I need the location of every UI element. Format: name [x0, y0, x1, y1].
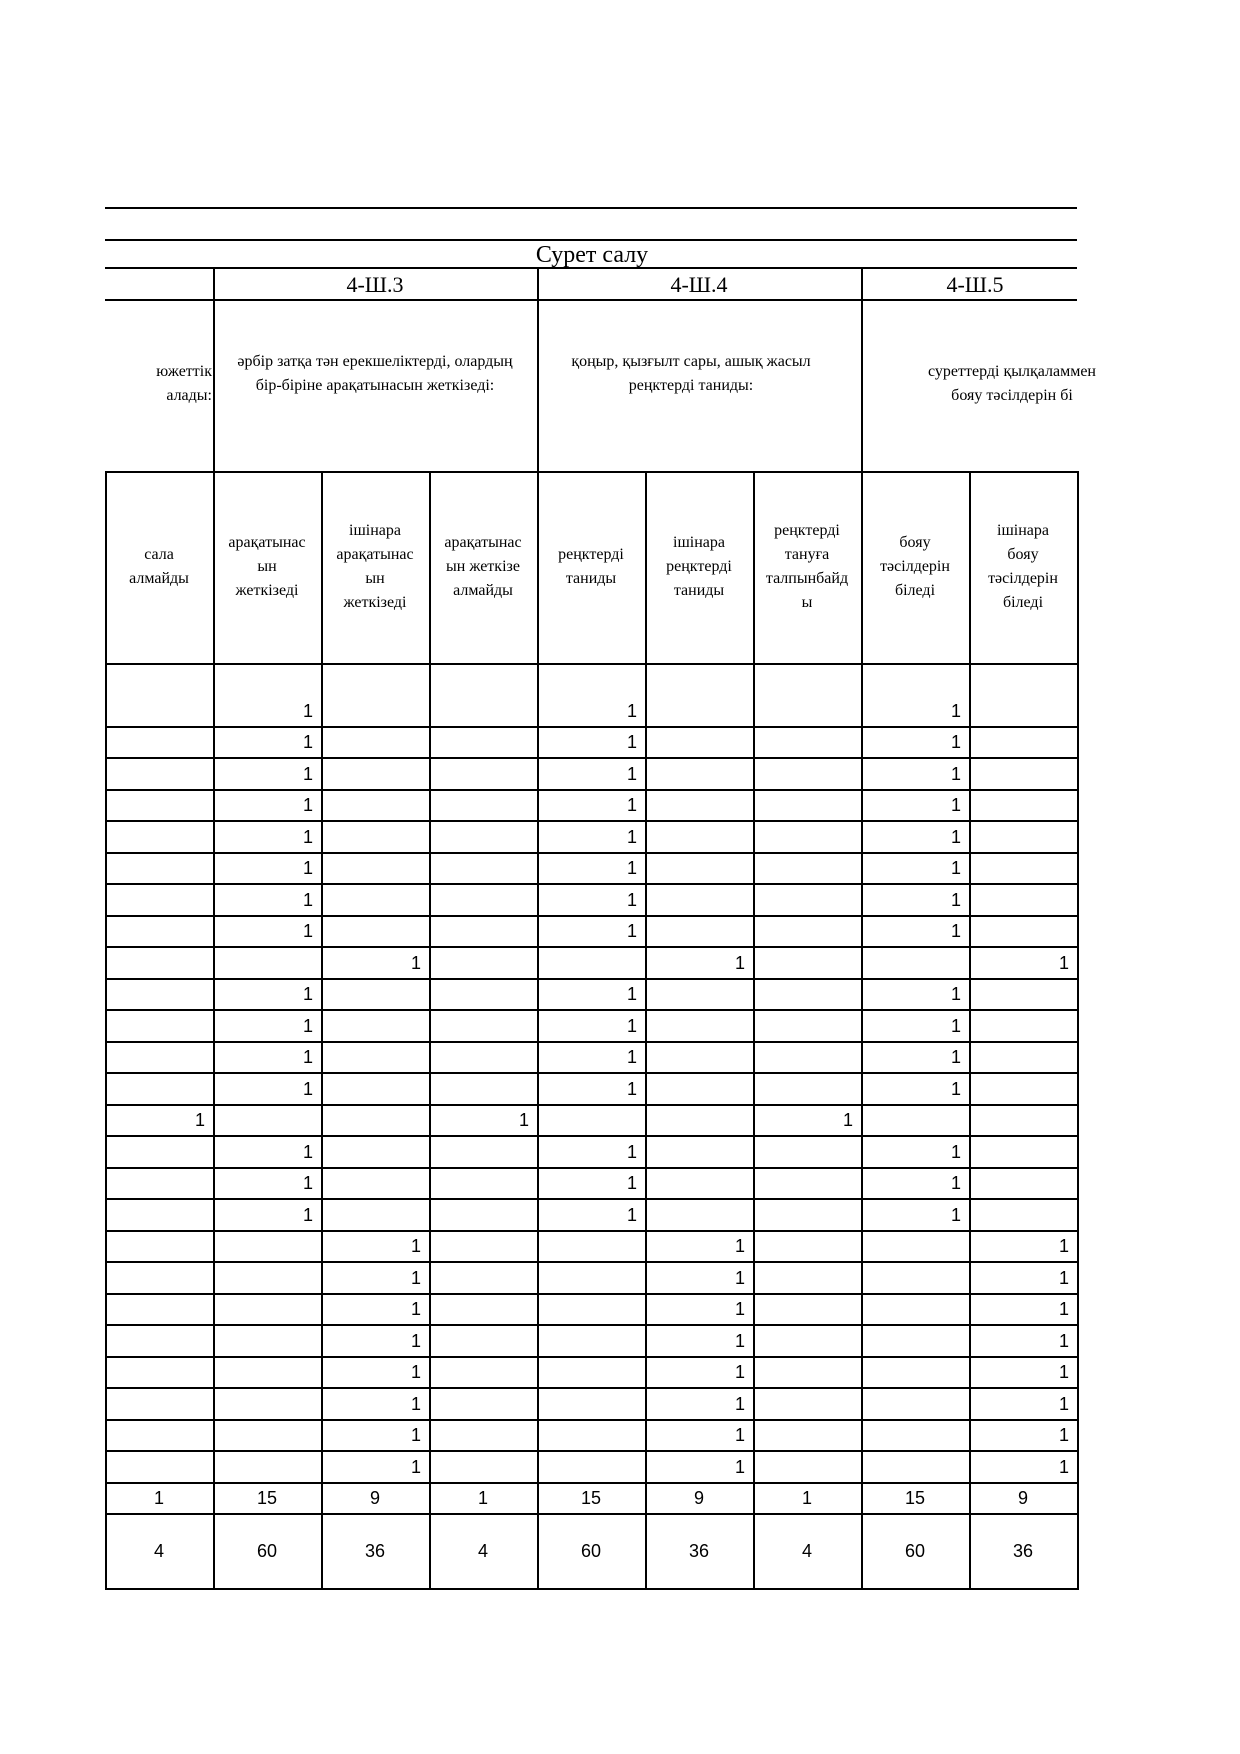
row-rule — [105, 789, 1077, 791]
row-rule — [105, 883, 1077, 885]
column-header-line: бояу — [1007, 546, 1039, 563]
column-header-line: сала — [144, 546, 174, 563]
column-header-line: реңктерді — [774, 522, 840, 539]
cell-value: 1 — [626, 795, 637, 815]
row-rule — [105, 1230, 1077, 1232]
column-header-line: бояу — [899, 534, 931, 551]
row-rule — [105, 978, 1077, 980]
group-description-partial — [862, 300, 1096, 460]
cell-value: 1 — [302, 984, 313, 1004]
cell-value: 1 — [410, 1331, 421, 1351]
column-header-line: реңктерді — [558, 546, 624, 563]
column-header-line: алмайды — [453, 582, 513, 599]
cell-value: 1 — [302, 827, 313, 847]
cell-value: 1 — [410, 1299, 421, 1319]
cell-value: 1 — [950, 732, 961, 752]
cell-value: 1 — [626, 858, 637, 878]
cell-value: 1 — [302, 1205, 313, 1225]
cell-value: 1 — [734, 1457, 745, 1477]
section-title: Сурет салу — [535, 242, 649, 268]
column-header-line: ішінара — [673, 534, 725, 551]
column-header-line: біледі — [894, 582, 936, 599]
cell-value: 1 — [950, 984, 961, 1004]
row-rule — [105, 1450, 1077, 1452]
total-value: 15 — [256, 1488, 278, 1508]
cell-value: 1 — [950, 827, 961, 847]
column-header-line: жеткізеді — [343, 594, 407, 611]
cell-value: 1 — [410, 1268, 421, 1288]
percent-value: 60 — [256, 1541, 278, 1561]
column-header-line: таниды — [673, 582, 725, 599]
row-rule — [105, 1135, 1077, 1137]
row-rule — [105, 1104, 1077, 1106]
cell-value: 1 — [626, 1142, 637, 1162]
row-rule — [105, 946, 1077, 948]
total-value: 9 — [369, 1488, 380, 1508]
cell-value: 1 — [950, 1205, 961, 1225]
column-header — [645, 531, 753, 603]
column-header-line: ын жеткізе — [446, 558, 520, 575]
cell-value: 1 — [734, 1236, 745, 1256]
percent-value: 4 — [477, 1541, 488, 1561]
column-header — [753, 519, 861, 615]
column-header-line: тәсілдерін — [880, 558, 950, 575]
column-header-line: талпынбайд — [765, 570, 849, 587]
row-rule — [105, 820, 1077, 822]
cell-value: 1 — [734, 1362, 745, 1382]
total-value: 9 — [1017, 1488, 1028, 1508]
row-rule — [105, 1072, 1077, 1074]
cell-value: 1 — [410, 1362, 421, 1382]
cell-value: 1 — [1058, 1236, 1069, 1256]
cell-value: 1 — [626, 984, 637, 1004]
cell-value: 1 — [626, 1047, 637, 1067]
column-header-line: ын — [365, 570, 385, 587]
cell-value: 1 — [302, 1079, 313, 1099]
cell-value: 1 — [518, 1110, 529, 1130]
row-rule — [105, 1387, 1077, 1389]
cell-value: 1 — [626, 1173, 637, 1193]
cell-value: 1 — [1058, 1362, 1069, 1382]
total-value: 15 — [904, 1488, 926, 1508]
cell-value: 1 — [302, 858, 313, 878]
column-header — [213, 531, 321, 603]
row-rule — [105, 915, 1077, 917]
column-header-line: тануға — [784, 546, 830, 563]
group-description-partial-text — [882, 360, 1142, 408]
row-rule — [105, 757, 1077, 759]
cell-value: 1 — [1058, 1331, 1069, 1351]
cell-value: 1 — [734, 1331, 745, 1351]
cell-value: 1 — [950, 1173, 961, 1193]
column-header-line: арақатынас — [336, 546, 414, 563]
column-header — [969, 519, 1077, 615]
percent-value: 36 — [364, 1541, 386, 1561]
column-rule — [645, 471, 647, 1590]
totals-top-rule — [105, 1482, 1077, 1484]
partial-description-left-text — [12, 360, 212, 408]
partial-description-left-line: алады: — [166, 387, 212, 404]
column-header — [429, 531, 537, 603]
column-header-line: тәсілдерін — [988, 570, 1058, 587]
cell-value: 1 — [410, 953, 421, 973]
cell-value: 1 — [302, 764, 313, 784]
partial-description-left-line: южеттік — [156, 363, 212, 380]
cell-value: 1 — [626, 1079, 637, 1099]
cell-value: 1 — [950, 795, 961, 815]
column-header-line: ішінара — [349, 522, 401, 539]
cell-value: 1 — [950, 890, 961, 910]
cell-value: 1 — [302, 795, 313, 815]
total-value: 1 — [153, 1488, 164, 1508]
cell-value: 1 — [302, 701, 313, 721]
column-header-line: біледі — [1002, 594, 1044, 611]
percent-value: 36 — [688, 1541, 710, 1561]
cell-value: 1 — [626, 732, 637, 752]
percent-value: 4 — [801, 1541, 812, 1561]
cell-value: 1 — [950, 858, 961, 878]
row-rule — [105, 1324, 1077, 1326]
table-bottom-rule — [105, 1588, 1077, 1590]
group-description: әрбір затқа тән ерекшеліктерді, олардың бір-біріне арақатынасын жеткізеді: — [237, 353, 513, 394]
column-header-line: таниды — [565, 570, 617, 587]
cell-value: 1 — [410, 1425, 421, 1445]
cell-value: 1 — [1058, 1268, 1069, 1288]
column-header — [537, 543, 645, 591]
cell-value: 1 — [626, 1016, 637, 1036]
cell-value: 1 — [950, 1016, 961, 1036]
row-rule — [105, 852, 1077, 854]
column-header-line: ішінара — [997, 522, 1049, 539]
cell-value: 1 — [1058, 1425, 1069, 1445]
cell-value: 1 — [950, 1047, 961, 1067]
column-rule — [105, 471, 107, 1590]
row-rule — [105, 1041, 1077, 1043]
row-rule — [105, 1293, 1077, 1295]
column-rule — [969, 471, 971, 1590]
row-rule — [105, 1009, 1077, 1011]
cell-value: 1 — [302, 1016, 313, 1036]
cell-value: 1 — [302, 890, 313, 910]
row-rule — [105, 1261, 1077, 1263]
cell-value: 1 — [842, 1110, 853, 1130]
cell-value: 1 — [950, 701, 961, 721]
cell-value: 1 — [626, 1205, 637, 1225]
cell-value: 1 — [302, 1047, 313, 1067]
total-value: 1 — [801, 1488, 812, 1508]
cell-value: 1 — [302, 1142, 313, 1162]
column-header-line: жеткізеді — [235, 582, 299, 599]
cell-value: 1 — [734, 1425, 745, 1445]
cell-value: 1 — [626, 764, 637, 784]
cell-value: 1 — [1058, 1299, 1069, 1319]
percent-value: 4 — [153, 1541, 164, 1561]
column-header — [321, 519, 429, 615]
total-value: 9 — [693, 1488, 704, 1508]
column-rule — [321, 471, 323, 1590]
total-value: 15 — [580, 1488, 602, 1508]
column-header-line: реңктерді — [666, 558, 732, 575]
column-rule — [1077, 471, 1079, 1590]
column-header — [105, 543, 213, 591]
column-header-line: ы — [801, 594, 813, 611]
group-description-line: бояу тәсілдерін бі — [951, 387, 1073, 404]
cell-value: 1 — [626, 827, 637, 847]
row-rule — [105, 1356, 1077, 1358]
partial-description-left — [98, 300, 212, 460]
cell-value: 1 — [302, 921, 313, 941]
cell-value: 1 — [1058, 1457, 1069, 1477]
cell-value: 1 — [950, 764, 961, 784]
percent-value: 60 — [580, 1541, 602, 1561]
top-rule — [105, 207, 1077, 209]
cell-value: 1 — [950, 1079, 961, 1099]
cell-value: 1 — [734, 1394, 745, 1414]
row-rule — [105, 1419, 1077, 1421]
cell-value: 1 — [734, 1268, 745, 1288]
competency-code: 4-Ш.5 — [946, 272, 1004, 297]
desc-bottom-rule — [105, 471, 1077, 473]
cell-value: 1 — [410, 1394, 421, 1414]
cell-value: 1 — [626, 921, 637, 941]
group-description: қоңыр, қызғылт сары, ашық жасыл реңктерді таниды: — [571, 353, 811, 394]
column-header-line: арақатынас — [444, 534, 522, 551]
cell-value: 1 — [302, 1173, 313, 1193]
group-description-line: суреттерді қылқаламмен — [928, 363, 1096, 380]
subheader-bottom-rule — [105, 663, 1077, 665]
cell-value: 1 — [626, 701, 637, 721]
column-rule — [429, 471, 431, 1590]
cell-value: 1 — [410, 1236, 421, 1256]
row-rule — [105, 1198, 1077, 1200]
column-header-line: алмайды — [129, 570, 189, 587]
percent-value: 36 — [1012, 1541, 1034, 1561]
competency-code: 4-Ш.4 — [670, 272, 728, 297]
row-rule — [105, 1167, 1077, 1169]
column-rule — [753, 471, 755, 1590]
competency-code: 4-Ш.3 — [346, 272, 404, 297]
percent-top-rule — [105, 1513, 1077, 1515]
column-header-line: ын — [257, 558, 277, 575]
cell-value: 1 — [194, 1110, 205, 1130]
cell-value: 1 — [734, 1299, 745, 1319]
cell-value: 1 — [410, 1457, 421, 1477]
total-value: 1 — [477, 1488, 488, 1508]
cell-value: 1 — [734, 953, 745, 973]
cell-value: 1 — [950, 1142, 961, 1162]
cell-value: 1 — [1058, 1394, 1069, 1414]
cell-value: 1 — [950, 921, 961, 941]
percent-value: 60 — [904, 1541, 926, 1561]
cell-value: 1 — [626, 890, 637, 910]
cell-value: 1 — [302, 732, 313, 752]
row-rule — [105, 726, 1077, 728]
cell-value: 1 — [1058, 953, 1069, 973]
column-header — [861, 531, 969, 603]
column-header-line: арақатынас — [228, 534, 306, 551]
